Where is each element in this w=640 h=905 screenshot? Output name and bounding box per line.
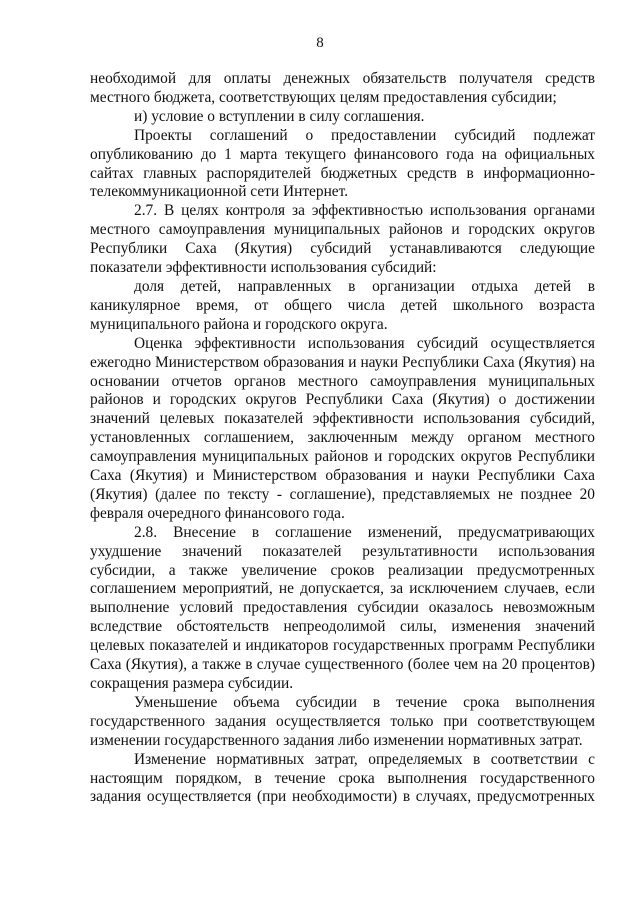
paragraph-evaluation: Оценка эффективности использования субсидий осуществляется ежегодно Министерством образования и науки Республики Саха (Якутия) на основании отчетов органов местного самоуправления муниципальных районов и городских округов Республики Саха (Якутия) о достижении значений целевых показателей эффективности использования субсидий, установленных соглашением, заключенным между органом местного самоуправления муниципальных районов и городских округов Республики Саха (Якутия) и Министерством образования и науки Республики Саха (Якутия) (далее по тексту - соглашение), представляемых не позднее 20 февраля очередного финансового года. xyxy=(90,334,595,522)
document-body xyxy=(90,70,595,807)
page-number: 8 xyxy=(316,35,324,51)
paragraph-publication: Проекты соглашений о предоставлении субсидий подлежат опубликованию до 1 марта текущего финансового года на официальных сайтах главных распорядителей бюджетных средств в информационно-телекоммуникационной сети Интернет. xyxy=(90,126,595,201)
paragraph-normative-costs: Изменение нормативных затрат, определяемых в соответствии с настоящим порядком, в течение срока выполнения государственного задания осуществляется (при необходимости) в случаях, предусмотренных xyxy=(90,750,595,806)
paragraph-condition-i: и) условие о вступлении в силу соглашения. xyxy=(134,107,425,125)
paragraph-section-2-7: 2.7. В целях контроля за эффективностью использования органами местного самоуправления муниципальных районов и городских округов Республики Саха (Якутия) субсидий устанавливаются следующие показатели эффективности использования субсидий: xyxy=(90,202,595,277)
paragraph-section-2-8: 2.8. Внесение в соглашение изменений, предусматривающих ухудшение значений показателей результативности использования субсидии, а также увеличение сроков реализации предусмотренных соглашением мероприятий, не допускается, за исключением случаев, если выполнение условий предоставления субсидии оказалось невозможным вследствие обстоятельств непреодолимой силы, изменения значений целевых показателей и индикаторов государственных программ Республики Саха (Якутия), а также в случае существенного (более чем на 20 процентов) сокращения размера субсидии. xyxy=(90,523,595,692)
paragraph-reduction: Уменьшение объема субсидии в течение срока выполнения государственного задания осуществляется только при соответствующем изменении государственного задания либо изменении нормативных затрат. xyxy=(90,693,595,749)
paragraph-continuation: необходимой для оплаты денежных обязательств получателя средств местного бюджета, соответствующих целям предоставления субсидии; xyxy=(90,70,595,106)
paragraph-indicator: доля детей, направленных в организации отдыха детей в каникулярное время, от общего числа детей школьного возраста муниципального района и городского округа. xyxy=(90,277,595,333)
